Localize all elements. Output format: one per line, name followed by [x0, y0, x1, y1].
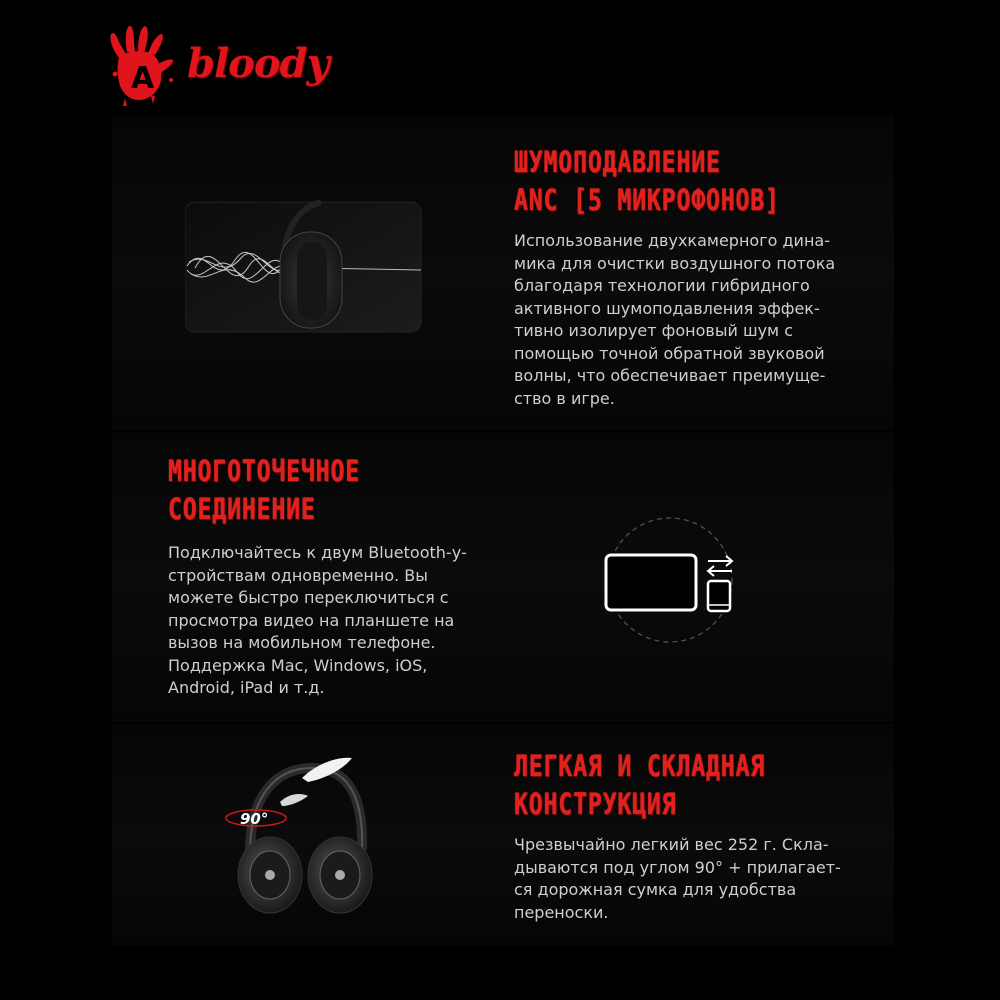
multipoint-title-line2: СОЕДИНЕНИЕ [168, 492, 316, 526]
bloody-logo [105, 22, 335, 106]
multipoint-description: Подключайтесь к двум Bluetooth-у- стройствам одновременно. Вы можете быстро переключиться с просмотра видео на планшете на вызов на мобильном телефоне. Поддержка Mac, Windows, iOS, Android, iPad и т.д. [168, 543, 467, 697]
foldable-title-line2: КОНСТРУКЦИЯ [514, 787, 677, 821]
svg-text:A: A [131, 61, 155, 96]
fold-angle-label: 90° [240, 810, 269, 828]
multipoint-devices-icon [588, 515, 748, 645]
anc-title-line1: ШУМОПОДАВЛЕНИЕ [514, 145, 721, 179]
logo-wordmark: bloody [187, 40, 329, 87]
tablet-icon [606, 555, 696, 610]
bloody-hand-icon [105, 22, 185, 106]
anc-headphone-image [185, 200, 425, 335]
foldable-headphone-image [220, 750, 390, 920]
anc-description: Использование двухкамерного дина- мика для очистки воздушного потока благодаря технологии гибридного активного шумоподавления эффек- тивно изолирует фоновый шум с помощью точной обратной звуковой волны, что обеспечивает преимуще- ство в игре. [514, 231, 836, 408]
anc-title-line2: ANC [5 МИКРОФОНОВ] [514, 183, 780, 217]
swap-arrows-icon [708, 556, 732, 576]
foldable-description: Чрезвычайно легкий вес 252 г. Скла- дываются под углом 90° + прилагает- ся дорожная сумка для удобства переноски. [514, 835, 841, 922]
foldable-title-line1: ЛЕГКАЯ И СКЛАДНАЯ [514, 749, 766, 783]
multipoint-title-line1: МНОГОТОЧЕЧНОЕ [168, 454, 360, 488]
phone-icon [708, 581, 730, 611]
